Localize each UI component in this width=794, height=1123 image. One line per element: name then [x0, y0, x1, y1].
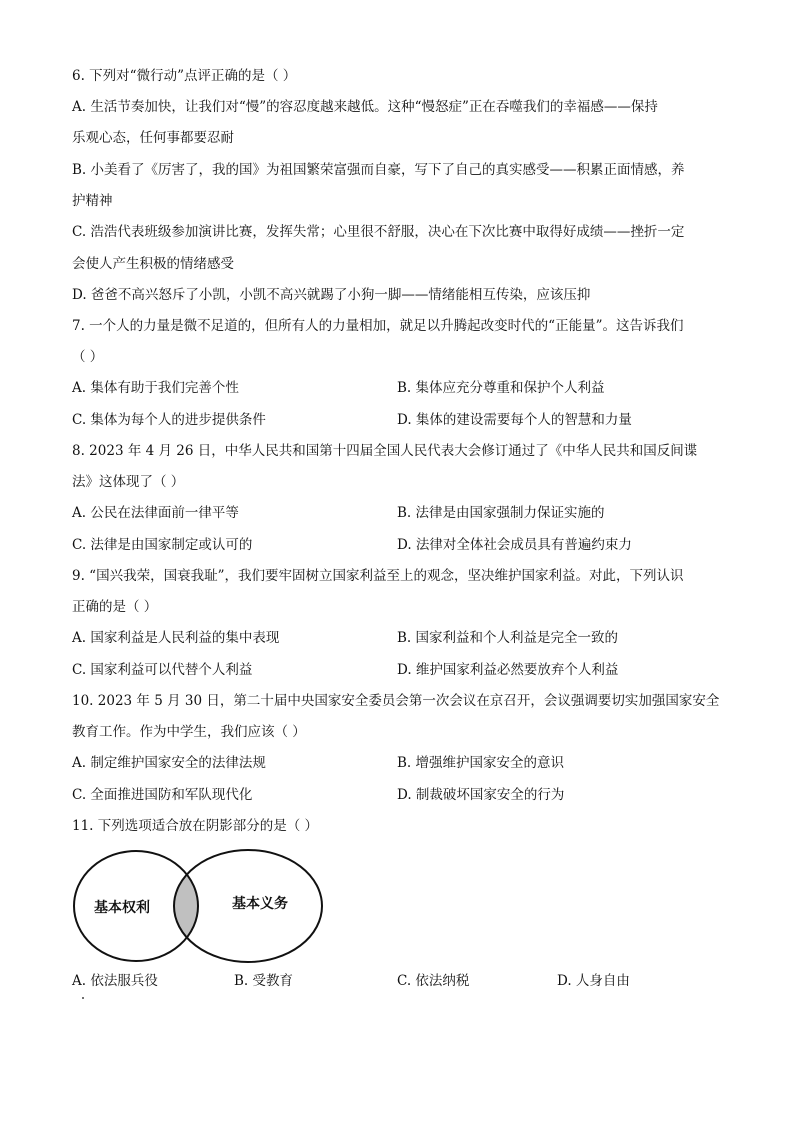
stray-dot-mark	[82, 997, 84, 999]
q6-option-a-cont: 乐观心态，任何事都要忍耐	[72, 130, 234, 146]
q8-option-a: A. 公民在法律面前一律平等	[72, 505, 239, 521]
q8-option-b: B. 法律是由国家强制力保证实施的	[397, 505, 605, 521]
venn-left-label: 基本权利	[94, 900, 150, 916]
q10-option-c: C. 全面推进国防和军队现代化	[72, 787, 253, 803]
q7-option-a: A. 集体有助于我们完善个性	[72, 380, 239, 396]
q10-stem-cont: 教育工作。作为中学生，我们应该（ ）	[72, 724, 306, 740]
q11-option-b: B. 受教育	[234, 973, 294, 989]
q9-option-a: A. 国家利益是人民利益的集中表现	[72, 630, 280, 646]
q6-option-a: A. 生活节奏加快，让我们对“慢”的容忍度越来越低。这种“慢怒症”正在吞噬我们的幸福感——保持	[72, 99, 658, 115]
q11-stem: 11. 下列选项适合放在阴影部分的是（ ）	[72, 818, 319, 834]
q11-option-c: C. 依法纳税	[397, 973, 470, 989]
q6-option-c-cont: 会使人产生积极的情绪感受	[72, 256, 234, 272]
q10-option-a: A. 制定维护国家安全的法律法规	[72, 755, 266, 771]
venn-diagram	[72, 848, 332, 968]
q11-option-a: A. 依法服兵役	[72, 973, 158, 989]
q8-option-c: C. 法律是由国家制定或认可的	[72, 537, 253, 553]
q7-option-b: B. 集体应充分尊重和保护个人利益	[397, 380, 605, 396]
q8-option-d: D. 法律对全体社会成员具有普遍约束力	[397, 537, 632, 553]
q9-option-c: C. 国家利益可以代替个人利益	[72, 662, 253, 678]
q6-option-c: C. 浩浩代表班级参加演讲比赛，发挥失常；心里很不舒服，决心在下次比赛中取得好成绩——挫折一定	[72, 224, 685, 240]
q9-stem: 9. “国兴我荣，国衰我耻”，我们要牢固树立国家利益至上的观念，坚决维护国家利益。对此，下列认识	[72, 568, 684, 584]
q8-stem-cont: 法》这体现了（ ）	[72, 474, 185, 490]
q11-option-d: D. 人身自由	[557, 973, 630, 989]
q9-option-d: D. 维护国家利益必然要放弃个人利益	[397, 662, 619, 678]
q7-stem: 7. 一个人的力量是微不足道的，但所有人的力量相加，就足以升腾起改变时代的“正能量”。这告诉我们	[72, 318, 684, 334]
q6-option-b-cont: 护精神	[72, 193, 113, 209]
q6-option-d: D. 爸爸不高兴怒斥了小凯，小凯不高兴就踢了小狗一脚——情绪能相互传染，应该压抑	[72, 287, 591, 303]
venn-right-label: 基本义务	[232, 896, 288, 912]
q7-option-d: D. 集体的建设需要每个人的智慧和力量	[397, 412, 632, 428]
q10-option-d: D. 制裁破坏国家安全的行为	[397, 787, 565, 803]
q6-stem: 6. 下列对“微行动”点评正确的是（ ）	[72, 68, 297, 84]
q6-option-b: B. 小美看了《厉害了，我的国》为祖国繁荣富强而自豪，写下了自己的真实感受——积累正面情感，养	[72, 162, 685, 178]
q9-option-b: B. 国家利益和个人利益是完全一致的	[397, 630, 619, 646]
q7-option-c: C. 集体为每个人的进步提供条件	[72, 412, 266, 428]
q7-stem-cont: （ ）	[72, 349, 104, 365]
q8-stem: 8. 2023 年 4 月 26 日，中华人民共和国第十四届全国人民代表大会修订通过了《中华人民共和国反间谍	[72, 443, 698, 459]
q9-stem-cont: 正确的是（ ）	[72, 599, 158, 615]
q10-option-b: B. 增强维护国家安全的意识	[397, 755, 565, 771]
q10-stem: 10. 2023 年 5 月 30 日，第二十届中央国家安全委员会第一次会议在京召开，会议强调要切实加强国家安全	[72, 693, 720, 709]
